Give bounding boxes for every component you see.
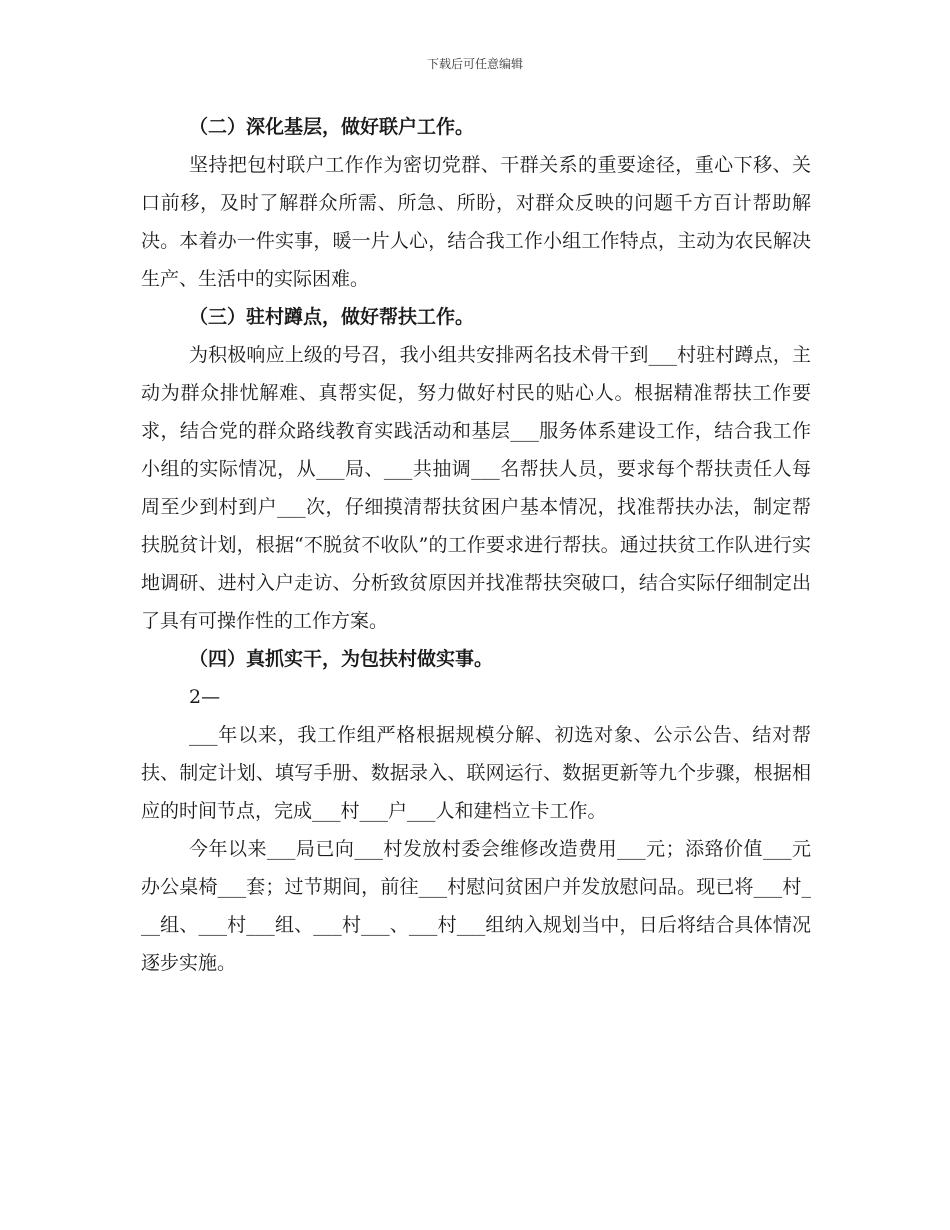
section-4-paragraph-1: ___年以来，我工作组严格根据规模分解、初选对象、公示公告、结对帮扶、制定计划、填写手册、数据录入、联网运行、数据更新等九个步骤，根据相应的时间节点，完成___村___户___人和建档立卡工作。 <box>141 724 811 822</box>
section-3-paragraph-1: 为积极响应上级的号召，我小组共安排两名技术骨干到___村驻村蹲点，主动为群众排忧解难、真帮实促，努力做好村民的贴心人。根据精准帮扶工作要求，结合党的群众路线教育实践活动和基层___服务体系建设工作，结合我工作小组的实际情况，从___局、___共抽调___名帮扶人员，要求每个帮扶责任人每周至少到村到户___次，仔细摸清帮扶贫困户基本情况，找准帮扶办法，制定帮扶脱贫计划，根据“不脱贫不收队”的工作要求进行帮扶。通过扶贫工作队进行实地调研、进村入户走访、分析致贫原因并找准帮扶突破口，结合实际仔细制定出了具有可操作性的工作方案。 <box>141 344 811 632</box>
section-heading-4: （四）真抓实干，为包扶村做实事。 <box>189 648 494 670</box>
page-number: 2— <box>189 686 221 708</box>
section-2-paragraph-1: 坚持把包村联户工作作为密切党群、干群关系的重要途径，重心下移、关口前移，及时了解群众所需、所急、所盼，对群众反映的问题千方百计帮助解决。本着办一件实事，暖一片人心，结合我工作小组工作特点，主动为农民解决生产、生活中的实际困难。 <box>141 154 811 290</box>
section-heading-3: （三）驻村蹲点，做好帮扶工作。 <box>189 306 475 328</box>
page-header-note: 下载后可任意编辑 <box>426 57 523 71</box>
document-body <box>141 108 811 982</box>
section-heading-2: （二）深化基层，做好联户工作。 <box>189 116 475 138</box>
section-4-paragraph-2: 今年以来___局已向___村发放村委会维修改造费用___元；添臵价值___元办公桌椅___套；过节期间，前往___村慰问贫困户并发放慰问品。现已将___村___组、___村___组、___村___、___村___组纳入规划当中，日后将结合具体情况逐步实施。 <box>141 838 811 974</box>
